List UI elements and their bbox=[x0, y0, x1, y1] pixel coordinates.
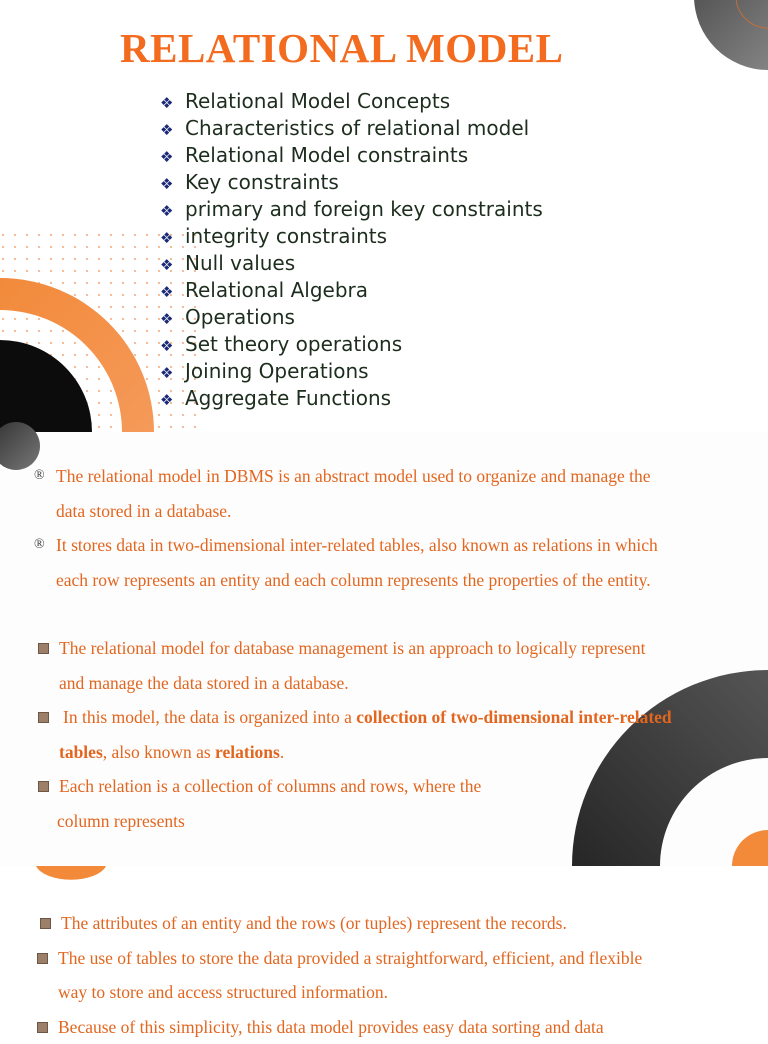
square-bullet-icon bbox=[40, 918, 51, 929]
list-item: ❖ Joining Operations bbox=[160, 358, 543, 385]
list-item: The use of tables to store the data provided a straightforward, efficient, and flexible way to store and access structured information. bbox=[58, 941, 748, 1010]
square-bullet-icon bbox=[38, 643, 49, 654]
attribute-paragraphs bbox=[58, 906, 748, 1044]
circle-decoration-top-right bbox=[696, 0, 768, 72]
list-item: ❖ Relational Model constraints bbox=[160, 142, 543, 169]
arc-decoration-top-left bbox=[36, 866, 116, 886]
four-diamond-icon: ❖ bbox=[160, 333, 185, 360]
intro-paragraphs bbox=[56, 459, 746, 597]
square-bullet-icon bbox=[37, 953, 48, 964]
slide-content bbox=[0, 432, 768, 866]
four-diamond-icon: ❖ bbox=[160, 117, 185, 144]
topic-list bbox=[160, 88, 543, 412]
square-bullet-icon bbox=[38, 712, 49, 723]
model-paragraphs bbox=[59, 631, 749, 838]
list-item: ❖ integrity constraints bbox=[160, 223, 543, 250]
four-diamond-icon: ❖ bbox=[160, 144, 185, 171]
square-bullet-icon bbox=[37, 1022, 48, 1033]
square-bullet-icon bbox=[38, 781, 49, 792]
list-item: ❖ Operations bbox=[160, 304, 543, 331]
registered-icon: ® bbox=[34, 528, 45, 563]
list-item: ❖ Null values bbox=[160, 250, 543, 277]
list-item: ❖ Key constraints bbox=[160, 169, 543, 196]
list-item: ® The relational model in DBMS is an abstract model used to organize and manage the data stored in a database. bbox=[56, 459, 746, 528]
four-diamond-icon: ❖ bbox=[160, 90, 185, 117]
four-diamond-icon: ❖ bbox=[160, 171, 185, 198]
list-item: In this model, the data is organized into a collection of two-dimensional inter-related tables, also known as relations. bbox=[63, 700, 753, 769]
slide-content-continued bbox=[0, 866, 768, 1024]
list-item: ❖ Relational Algebra bbox=[160, 277, 543, 304]
list-item: ❖ Characteristics of relational model bbox=[160, 115, 543, 142]
four-diamond-icon: ❖ bbox=[160, 306, 185, 333]
list-item: ❖ Set theory operations bbox=[160, 331, 543, 358]
list-item: The relational model for database management is an approach to logically represent and manage the data stored in a database. bbox=[59, 631, 749, 700]
arc-decoration-left bbox=[0, 272, 160, 432]
four-diamond-icon: ❖ bbox=[160, 279, 185, 306]
registered-icon: ® bbox=[34, 459, 45, 494]
four-diamond-icon: ❖ bbox=[160, 360, 185, 387]
list-item: ❖ Relational Model Concepts bbox=[160, 88, 543, 115]
list-item: ❖ Aggregate Functions bbox=[160, 385, 543, 412]
slide-title bbox=[0, 0, 768, 432]
four-diamond-icon: ❖ bbox=[160, 252, 185, 279]
four-diamond-icon: ❖ bbox=[160, 198, 185, 225]
list-item: Each relation is a collection of columns and rows, where the column represents bbox=[59, 769, 749, 838]
list-item: ® It stores data in two-dimensional inter-related tables, also known as relations in which each row represents an entity and each column represents the properties of the entity. bbox=[56, 528, 746, 597]
four-diamond-icon: ❖ bbox=[160, 387, 185, 414]
page-title: RELATIONAL MODEL bbox=[120, 24, 564, 72]
four-diamond-icon: ❖ bbox=[160, 225, 185, 252]
list-item: Because of this simplicity, this data model provides easy data sorting and data bbox=[58, 1010, 748, 1044]
list-item: ❖ primary and foreign key constraints bbox=[160, 196, 543, 223]
list-item: The attributes of an entity and the rows (or tuples) represent the records. bbox=[61, 906, 751, 941]
